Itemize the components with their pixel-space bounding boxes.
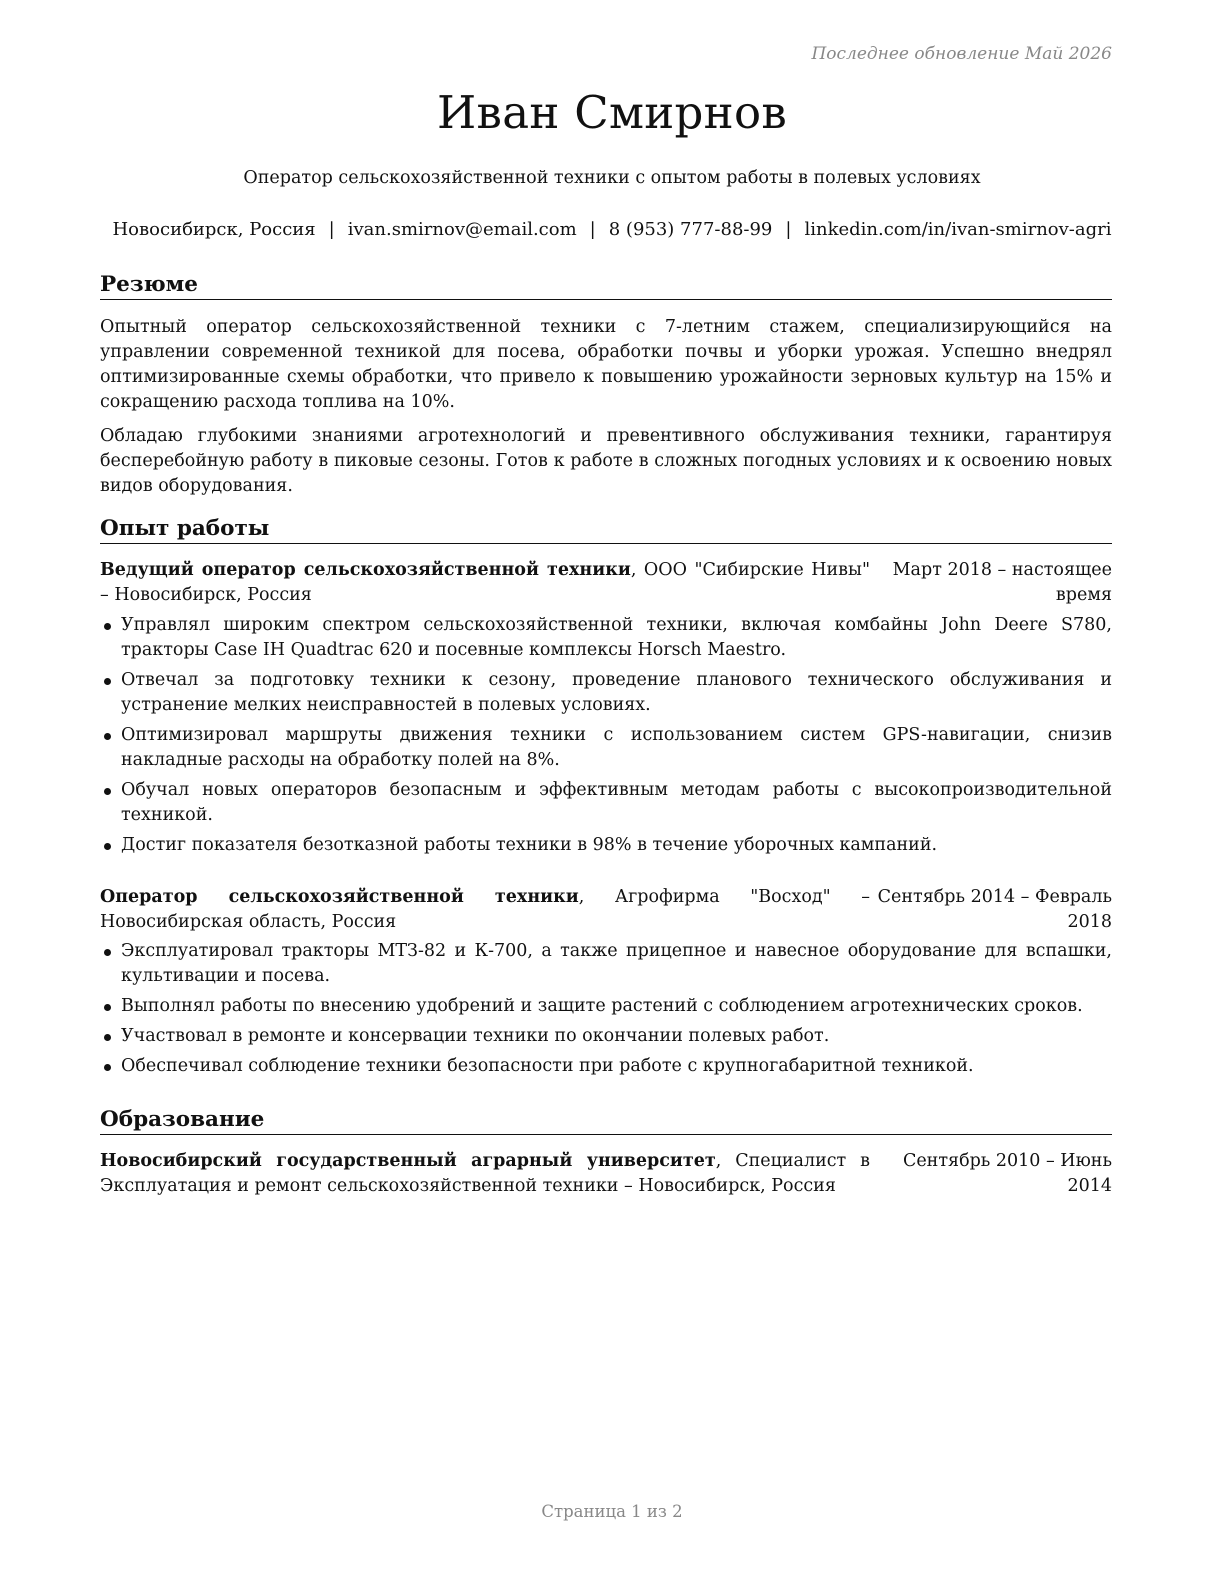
education-details: , Специалист в Эксплуатация и ремонт сельскохозяйственной техники – Новосибирск, Россия bbox=[100, 1151, 870, 1196]
contact-separator: | bbox=[785, 219, 792, 240]
job-company-location: , Агрофирма "Восход" – Новосибирская область, Россия bbox=[100, 887, 871, 932]
contact-linkedin[interactable]: linkedin.com/in/ivan-smirnov-agri bbox=[804, 219, 1112, 240]
list-item: Обеспечивал соблюдение техники безопасности при работе с крупногабаритной техникой. bbox=[100, 1054, 1112, 1079]
list-item: Управлял широким спектром сельскохозяйственной техники, включая комбайны John Deere S780, тракторы Case IH Quadtrac 620 и посевные комплексы Horsch Maestro. bbox=[100, 613, 1112, 663]
headline: Оператор сельскохозяйственной техники с опытом работы в полевых условиях bbox=[243, 168, 981, 188]
contact-line bbox=[0, 219, 1224, 240]
job-dates: Март 2018 – настоящее время bbox=[892, 560, 1112, 605]
last-updated: Последнее обновление Май 2026 bbox=[811, 44, 1112, 64]
education-dates: Сентябрь 2010 – Июнь 2014 bbox=[902, 1151, 1112, 1196]
job-role: Ведущий оператор сельскохозяйственной техники bbox=[100, 560, 631, 580]
job-title-line bbox=[100, 885, 870, 935]
list-item: Эксплуатировал тракторы МТЗ-82 и К-700, а также прицепное и навесное оборудование для вспашки, культивации и посева. bbox=[100, 939, 1112, 989]
contact-phone[interactable]: 8 (953) 777-88-99 bbox=[608, 219, 773, 240]
list-item: Выполнял работы по внесению удобрений и защите растений с соблюдением агротехнических сроков. bbox=[100, 994, 1112, 1019]
list-item: Обучал новых операторов безопасным и эффективным методам работы с высокопроизводительной техникой. bbox=[100, 778, 1112, 828]
candidate-name: Иван Смирнов bbox=[437, 86, 787, 139]
contact-separator: | bbox=[589, 219, 596, 240]
job-title-line bbox=[100, 558, 870, 608]
summary-paragraph: Обладаю глубокими знаниями агротехнологий и превентивного обслуживания техники, гарантируя бесперебойную работу в пиковые сезоны. Готов к работе в сложных погодных условиях и к освоению новых видов оборудования. bbox=[100, 426, 1112, 496]
job-company-location: , ООО "Сибирские Нивы" – Новосибирск, Россия bbox=[100, 560, 870, 605]
education-title-line bbox=[100, 1149, 870, 1199]
section-title-education: Образование bbox=[100, 1106, 1112, 1135]
section-title-summary: Резюме bbox=[100, 271, 1112, 300]
page-number: Страница 1 из 2 bbox=[541, 1502, 683, 1521]
contact-location: Новосибирск, Россия bbox=[112, 219, 316, 240]
job-dates: Сентябрь 2014 – Февраль 2018 bbox=[877, 887, 1112, 932]
job-role: Оператор сельскохозяйственной техники bbox=[100, 887, 579, 907]
education-entry bbox=[100, 1149, 1112, 1199]
section-title-experience: Опыт работы bbox=[100, 515, 1112, 544]
list-item: Отвечал за подготовку техники к сезону, проведение планового технического обслуживания и устранение мелких неисправностей в полевых условиях. bbox=[100, 668, 1112, 718]
list-item: Оптимизировал маршруты движения техники с использованием систем GPS-навигации, снизив накладные расходы на обработку полей на 8%. bbox=[100, 723, 1112, 773]
job-bullets bbox=[100, 939, 1112, 1084]
contact-email[interactable]: ivan.smirnov@email.com bbox=[347, 219, 577, 240]
summary-paragraph: Опытный оператор сельскохозяйственной техники с 7-летним стажем, специализирующийся на управлении современной техникой для посева, обработки почвы и уборки урожая. Успешно внедрял оптимизированные схемы обработки, что привело к повышению урожайности зерновых культур на 15% и сокращению расхода топлива на 10%. bbox=[100, 317, 1112, 412]
job-bullets bbox=[100, 613, 1112, 863]
list-item: Достиг показателя безотказной работы техники в 98% в течение уборочных кампаний. bbox=[100, 833, 1112, 858]
job-header bbox=[100, 885, 1112, 935]
contact-separator: | bbox=[328, 219, 335, 240]
list-item: Участвовал в ремонте и консервации техники по окончании полевых работ. bbox=[100, 1024, 1112, 1049]
education-institution: Новосибирский государственный аграрный университет bbox=[100, 1151, 716, 1171]
job-header bbox=[100, 558, 1112, 608]
